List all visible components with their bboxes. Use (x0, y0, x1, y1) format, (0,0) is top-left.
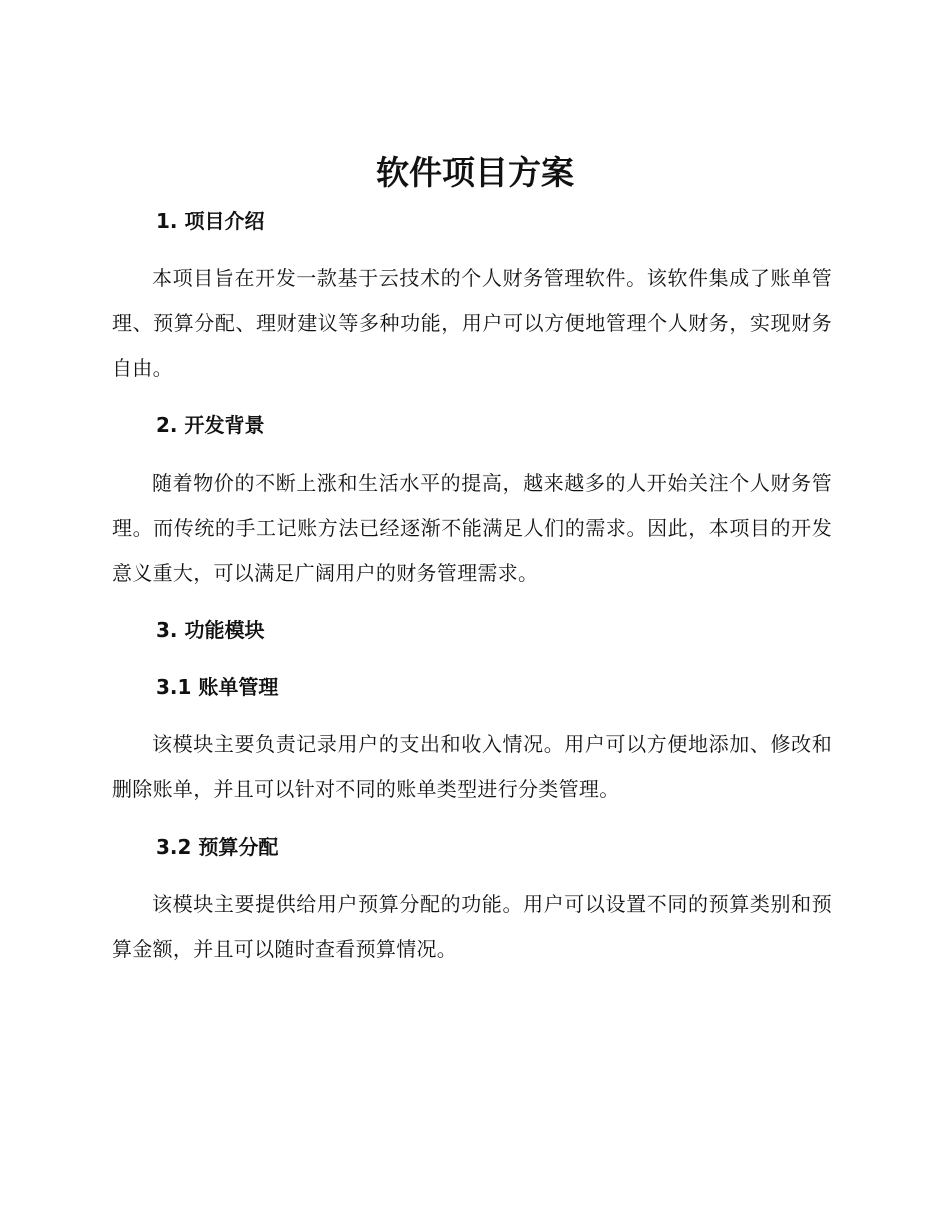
subsection-body-budget-allocation: 该模块主要提供给用户预算分配的功能。用户可以设置不同的预算类别和预算金额，并且可以随时查看预算情况。 (112, 892, 832, 961)
section-heading-function-modules: 3. 功能模块 (156, 618, 265, 642)
section-heading-background: 2. 开发背景 (156, 413, 265, 437)
subsection-heading-budget-allocation: 3.2 预算分配 (156, 835, 279, 859)
section-heading-project-intro: 1. 项目介绍 (156, 209, 265, 233)
document-title: 软件项目方案 (376, 153, 574, 192)
section-body-background: 随着物价的不断上涨和生活水平的提高，越来越多的人开始关注个人财务管理。而传统的手工记账方法已经逐渐不能满足人们的需求。因此，本项目的开发意义重大，可以满足广阔用户的财务管理需求。 (112, 471, 832, 585)
subsection-heading-bill-management: 3.1 账单管理 (156, 675, 279, 699)
section-body-project-intro: 本项目旨在开发一款基于云技术的个人财务管理软件。该软件集成了账单管理、预算分配、理财建议等多种功能，用户可以方便地管理个人财务，实现财务自由。 (112, 266, 832, 380)
subsection-body-bill-management: 该模块主要负责记录用户的支出和收入情况。用户可以方便地添加、修改和删除账单，并且可以针对不同的账单类型进行分类管理。 (112, 732, 832, 801)
